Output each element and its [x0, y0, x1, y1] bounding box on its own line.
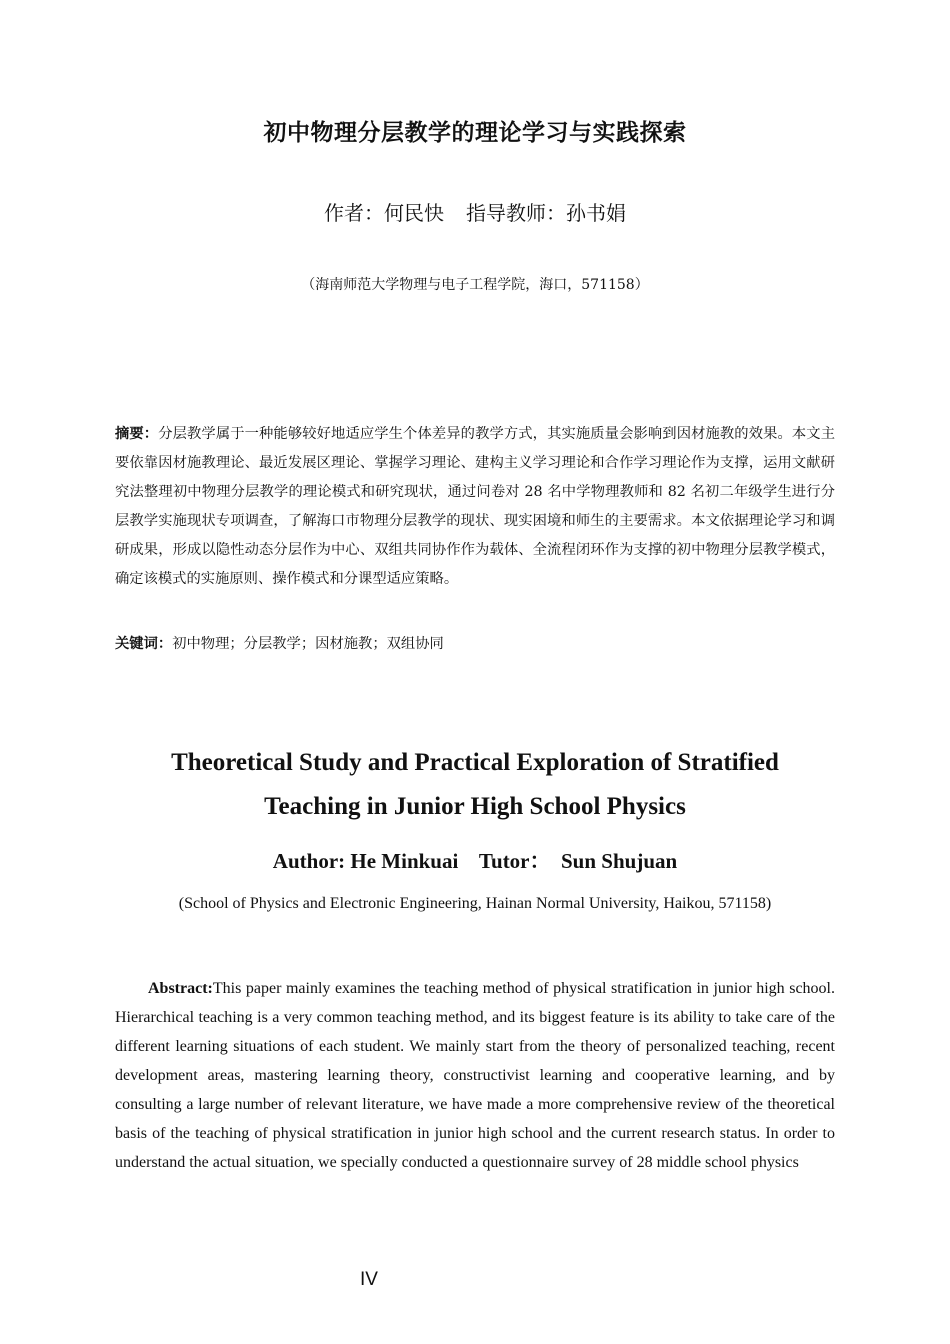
chinese-author-line — [0, 197, 950, 226]
chinese-title: 初中物理分层教学的理论学习与实践探索 — [263, 119, 687, 146]
english-affiliation: (School of Physics and Electronic Engineering, Hainan Normal University, Haikou, 571158) — [178, 895, 772, 912]
chinese-abstract-text: 分层教学属于一种能够较好地适应学生个体差异的教学方式，其实施质量会影响到因材施教的效果。本文主要依靠因材施教理论、最近发展区理论、掌握学习理论、建构主义学习理论和合作学习理论作为支撑，运用文献研究法整理初中物理分层教学的理论模式和研究现状，通过问卷对 28 名中学物理教师和 82 名初二年级学生进行分层教学实施现状专项调查，了解海口市物理分层教学的现状、现实困境和师生的主要需求。本文依据理论学习和调研成果，形成以隐性动态分层作为中心、双组共同协作作为载体、全流程闭环作为支撑的初中物理分层教学模式，确定该模式的实施原则、操作模式和分课型适应策略。 — [115, 426, 836, 587]
chinese-keywords — [115, 631, 835, 657]
chinese-abstract — [115, 420, 835, 594]
english-abstract — [115, 974, 835, 1177]
english-abstract-text: This paper mainly examines the teaching method of physical stratification in junior high school. Hierarchical teaching is a very common teaching method, and its biggest feature is its ability to take care of the different learning situations of each student. We mainly start from the theory of personalized teaching, recent development areas, mastering learning theory, constructivist learning and cooperative learning, and by consulting a large number of relevant literature, we have made a more comprehensive review of the theoretical basis of the teaching of physical stratification in junior high school and the current research status. In order to understand the actual situation, we specially conducted a questionnaire survey of 28 middle school physics — [115, 980, 835, 1171]
english-title-line: Teaching in Junior High School Physics — [264, 793, 686, 820]
chinese-keywords-label: 关键词： — [115, 636, 173, 652]
chinese-author: 作者：何民快 — [324, 201, 444, 225]
english-title-line: Theoretical Study and Practical Exploration of Stratified — [171, 749, 779, 776]
chinese-abstract-label: 摘要： — [115, 426, 159, 442]
chinese-affiliation: （海南师范大学物理与电子工程学院，海口，571158） — [301, 277, 649, 293]
english-author-line: Author: He Minkuai Tutor： Sun Shujuan — [272, 849, 678, 873]
chinese-tutor: 指导教师：孙书娟 — [466, 201, 626, 225]
page-number: IV — [360, 1269, 378, 1290]
english-abstract-label: Abstract: — [148, 980, 213, 997]
chinese-keywords-text: 初中物理；分层教学；因材施教；双组协同 — [172, 636, 444, 652]
english-title — [130, 741, 820, 829]
